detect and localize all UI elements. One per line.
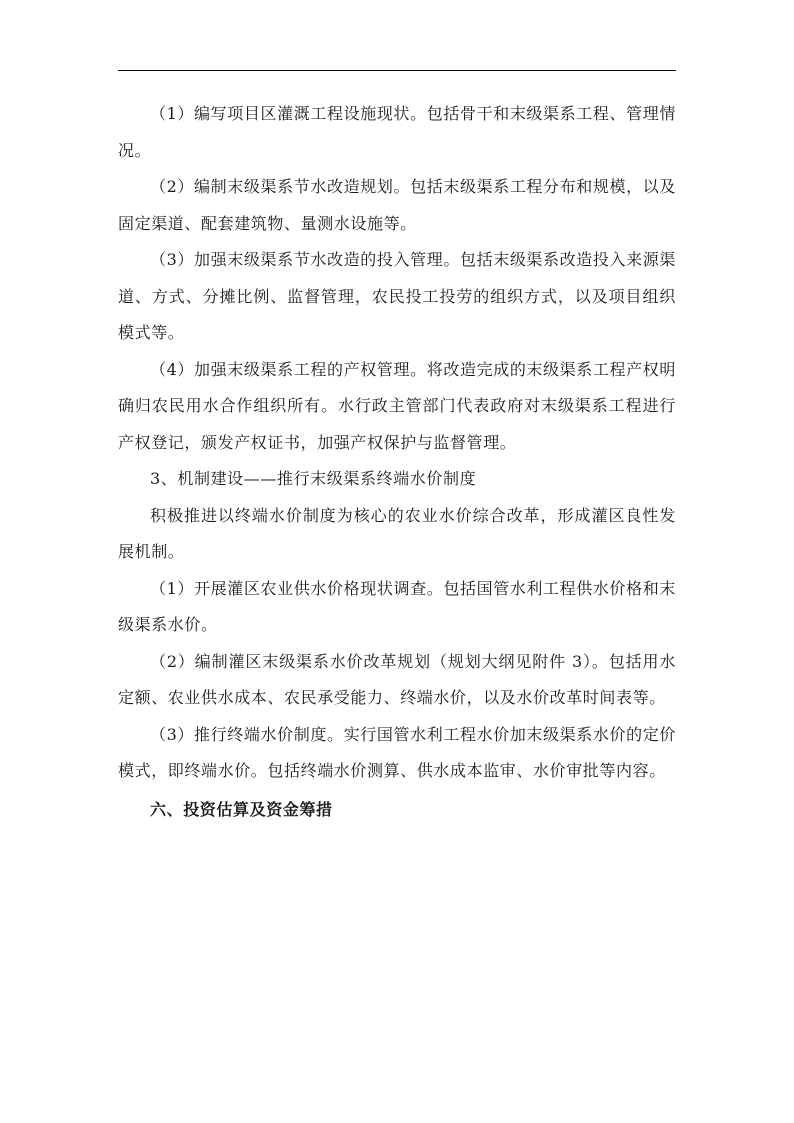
page-body: [118, 96, 676, 828]
paragraph-price-survey: （1）开展灌区农业供水价格现状调查。包括国管水利工程供水价格和末级渠系水价。: [118, 578, 676, 634]
paragraph-price-reform-plan: （2）编制灌区末级渠系水价改革规划（规划大纲见附件 3）。包括用水定额、农业供水成本、农民承受能力、终端水价，以及水价改革时间表等。: [118, 651, 676, 707]
subheading-mechanism-building: 3、机制建设——推行末级渠系终端水价制度: [150, 469, 477, 488]
section-heading-investment: 六、投资估算及资金筹措: [150, 799, 333, 819]
paragraph-property-rights: （4）加强末级渠系工程的产权管理。将改造完成的末级渠系工程产权明确归农民用水合作组织所有。水行政主管部门代表政府对末级渠系工程进行产权登记，颁发产权证书，加强产权保护与监督管理。: [118, 359, 676, 452]
paragraph-irrigation-status: （1）编写项目区灌溉工程设施现状。包括骨干和末级渠系工程、管理情况。: [118, 104, 676, 160]
paragraph-price-reform-intro: 积极推进以终端水价制度为核心的农业水价综合改革，形成灌区良性发展机制。: [118, 505, 676, 561]
paragraph-investment-management: （3）加强末级渠系节水改造的投入管理。包括末级渠系改造投入来源渠道、方式、分摊比例、监督管理，农民投工投劳的组织方式，以及项目组织模式等。: [118, 250, 676, 342]
header-rule: [118, 70, 676, 71]
paragraph-water-saving-plan: （2）编制末级渠系节水改造规划。包括末级渠系工程分布和规模，以及固定渠道、配套建筑物、量测水设施等。: [118, 177, 676, 233]
paragraph-terminal-price-system: （3）推行终端水价制度。实行国管水利工程水价加末级渠系水价的定价模式，即终端水价。包括终端水价测算、供水成本监审、水价审批等内容。: [118, 724, 676, 780]
